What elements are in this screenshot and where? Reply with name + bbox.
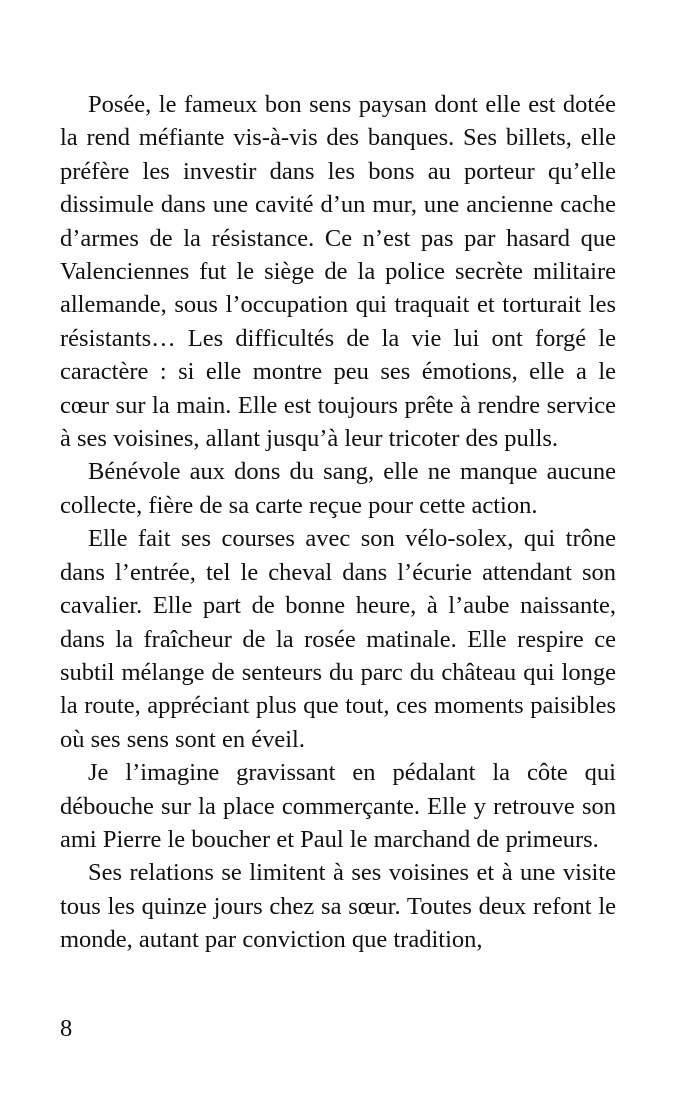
page-number: 8 xyxy=(60,1015,73,1042)
paragraph: Elle fait ses courses avec son vélo-solex, qui trône dans l’entrée, tel le cheval dans l’écurie attendant son cavalier. Elle part de bonne heure, à l’aube naissante, dans la fraîcheur de la rosée matinale. Elle respire ce subtil mélange de senteurs du parc du château qui longe la route, appréciant plus que tout, ces moments paisibles où ses sens sont en éveil. xyxy=(60,525,616,753)
paragraph: Bénévole aux dons du sang, elle ne manque aucune collecte, fière de sa carte reçue pour cette action. xyxy=(60,458,616,519)
paragraph: Je l’imagine gravissant en pédalant la côte qui débouche sur la place commerçante. Elle y retrouve son ami Pierre le boucher et Paul le marchand de primeurs. xyxy=(60,759,616,853)
paragraph: Posée, le fameux bon sens paysan dont elle est dotée la rend méfiante vis-à-vis des banques. Ses billets, elle préfère les investir dans les bons au porteur qu’elle dissimule dans une cavité d’un mur, une ancienne cache d’armes de la résistance. Ce n’est pas par hasard que Valenciennes fut le siège de la police secrète militaire allemande, sous l’occupation qui traquait et torturait les résistants… Les difficultés de la vie lui ont forgé le caractère : si elle montre peu ses émotions, elle a le cœur sur la main. Elle est toujours prête à rendre service à ses voisines, allant jusqu’à leur tricoter des pulls. xyxy=(60,91,616,453)
body-text xyxy=(60,88,616,957)
paragraph: Ses relations se limitent à ses voisines et à une visite tous les quinze jours chez sa sœur. Toutes deux refont le monde, autant par conviction que tradition, xyxy=(60,859,616,954)
